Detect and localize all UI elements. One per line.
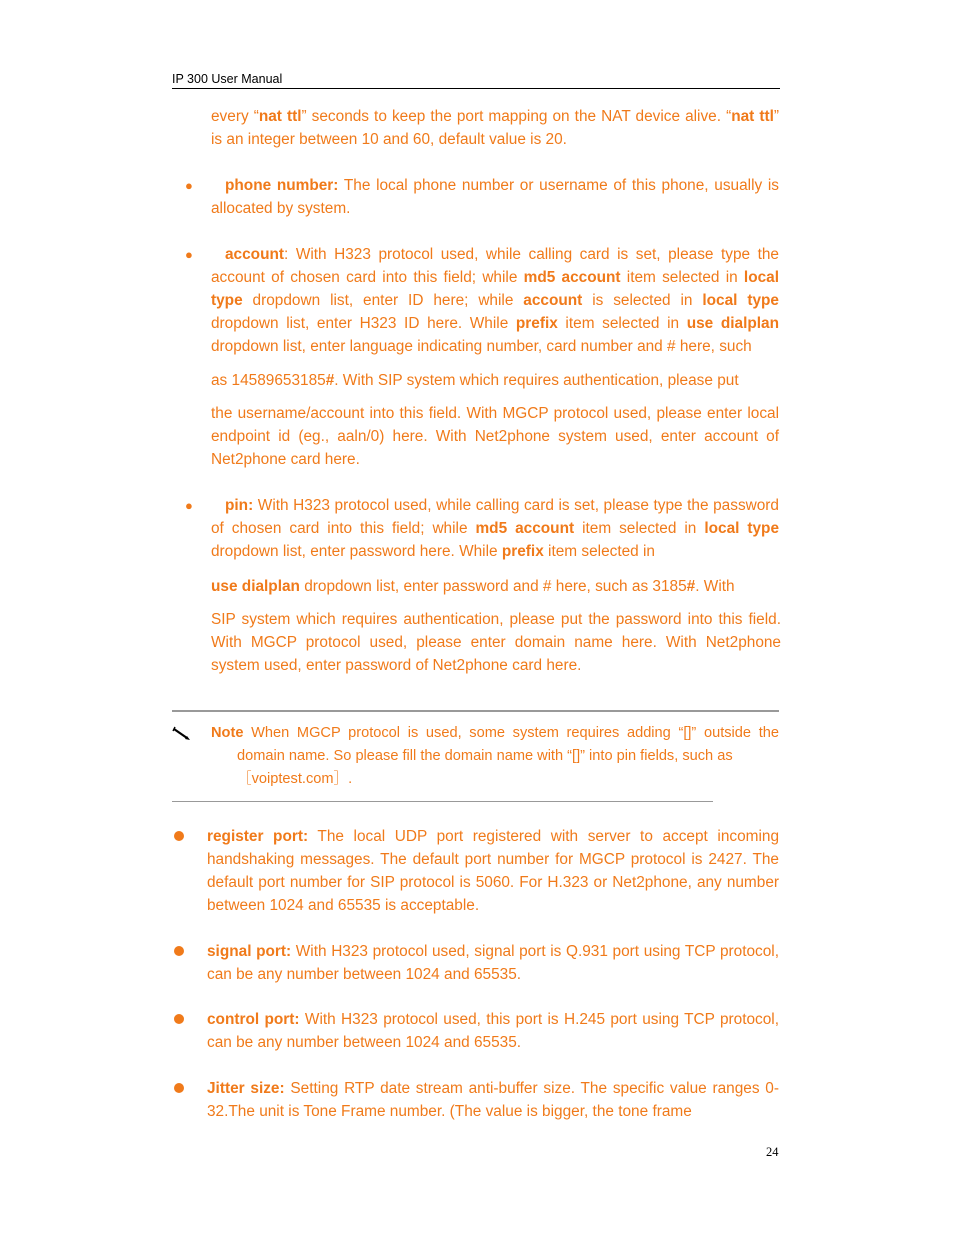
bullet-dot: [174, 831, 184, 841]
jitter-size-term: Jitter size:: [207, 1080, 285, 1097]
account-line-example: as 14589653185#. With SIP system which requires authentication, please put: [211, 372, 739, 389]
phone-number-term: phone number:: [225, 177, 339, 194]
account-term: account: [225, 246, 285, 263]
account-continuation: the username/account into this field. With MGCP protocol used, please enter local endpoint id (eg., aaln/0) here. With Net2phone system used, enter account of Net2phone card here.: [211, 405, 779, 468]
note-label: Note: [211, 725, 244, 741]
pencil-icon: [172, 726, 192, 742]
page-number: 24: [766, 1145, 779, 1159]
pin-line-example: use dialplan dropdown list, enter password and # here, such as 3185#. With: [211, 578, 735, 595]
register-port-item: register port: The local UDP port registered with server to accept incoming handshaking messages. The default port number for MGCP protocol is 2427. The default port number for SIP protocol is 5060. For H.323 or Net2phone, any number between 1024 and 65535 is acceptable.: [207, 828, 780, 914]
pin-continuation: SIP system which requires authentication, please put the password into this field. With MGCP protocol used, please enter domain name here. With Net2phone system used, enter password of Net2phone card here.: [211, 611, 781, 674]
signal-port-item: signal port: With H323 protocol used, signal port is Q.931 port using TCP protocol, can be any number between 1024 and 65535.: [207, 943, 780, 983]
phone-number-item: phone number: The local phone number or username of this phone, usually is allocated by system.: [211, 177, 779, 217]
note-bottom-rule: [172, 801, 713, 802]
pin-term: pin:: [225, 497, 254, 514]
signal-port-term: signal port:: [207, 943, 292, 960]
page-header: IP 300 User Manual: [172, 72, 780, 89]
bullet-dot: [174, 946, 184, 956]
bullet-dot: [174, 1014, 184, 1024]
control-port-item: control port: With H323 protocol used, this port is H.245 port using TCP protocol, can be any number between 1024 and 65535.: [207, 1011, 779, 1051]
account-item: account: With H323 protocol used, while calling card is set, please type the account of chosen card into this field; while md5 account item selected in local type dropdown list, enter ID here; while account is selected in local type dropdown list, enter H323 ID here. While prefix item selected in use dialplan dropdown list, enter language indicating number, card number and # here, such: [211, 246, 779, 355]
intro-paragraph: every “nat ttl” seconds to keep the port mapping on the NAT device alive. “nat ttl” is an integer between 10 and 60, default value is 20.: [211, 108, 780, 148]
note-example: ［voiptest.com］.: [237, 771, 353, 787]
bullet-dot: ●: [185, 498, 193, 513]
note-text: Note When MGCP protocol is used, some system requires adding “[]” outside the domain name. So please fill the domain name with “[]” into pin fields, such as ［voiptest.com］.: [211, 722, 779, 791]
bullet-dot: ●: [185, 178, 193, 193]
pin-item: pin: With H323 protocol used, while calling card is set, please type the password of chosen card into this field; while md5 account item selected in local type dropdown list, enter password here. While prefix item selected in: [211, 497, 780, 560]
bullet-dot: [174, 1083, 184, 1093]
bullet-dot: ●: [185, 247, 193, 262]
jitter-size-item: Jitter size: Setting RTP date stream anti-buffer size. The specific value ranges 0-32.The unit is Tone Frame number. (The value is bigger, the tone frame: [207, 1080, 779, 1120]
control-port-term: control port:: [207, 1011, 300, 1028]
register-port-term: register port:: [207, 828, 309, 845]
note-top-rule: [172, 710, 779, 712]
